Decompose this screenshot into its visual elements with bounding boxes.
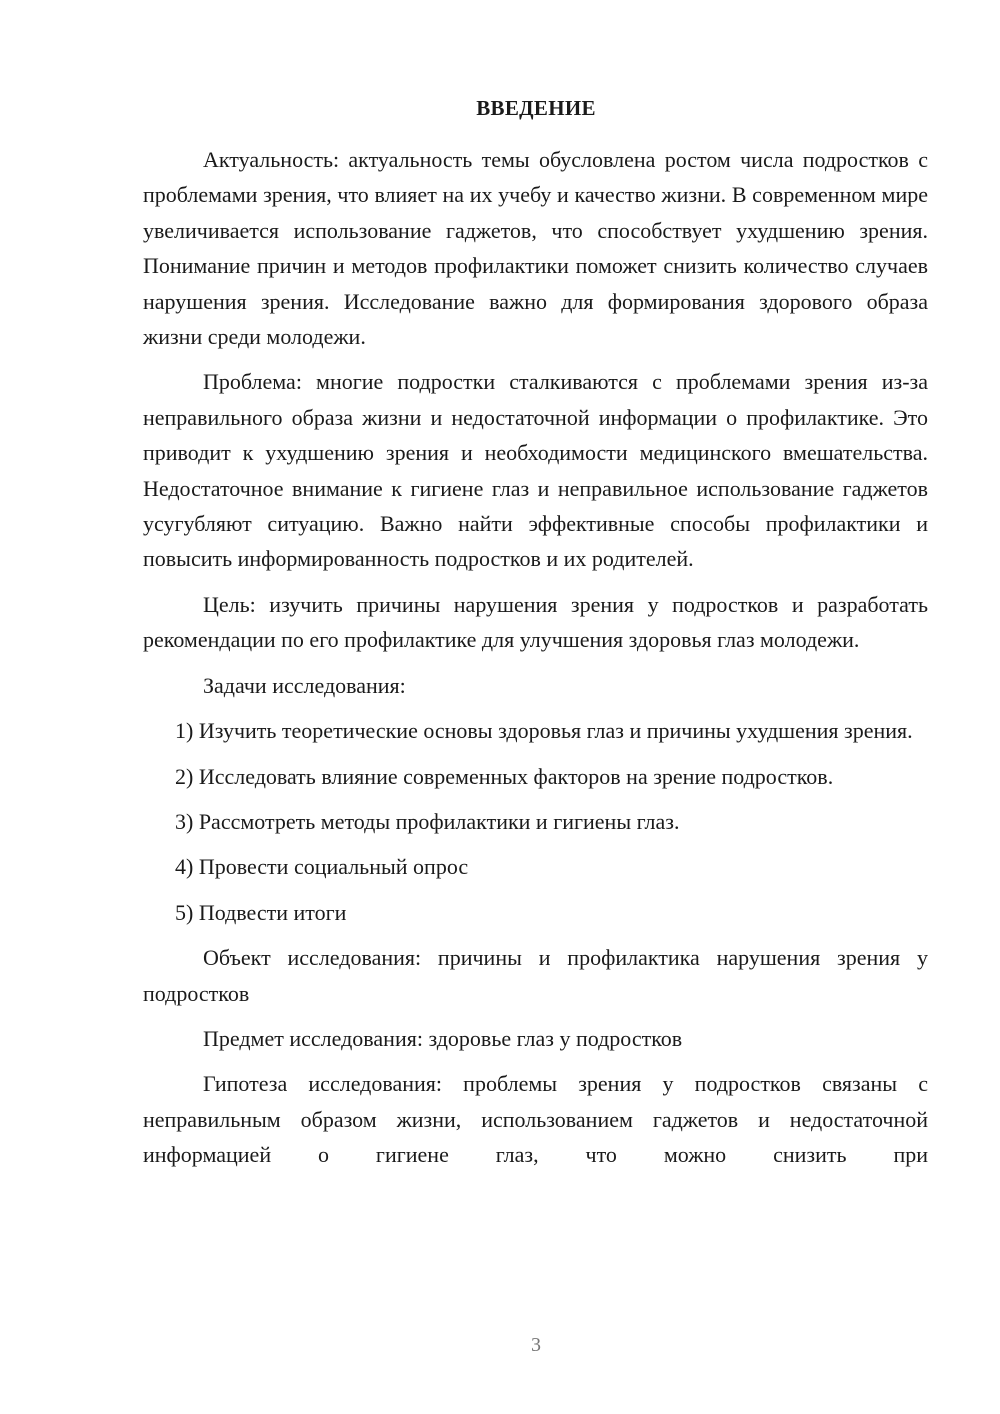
paragraph-subject: Предмет исследования: здоровье глаз у подростков bbox=[203, 1025, 683, 1051]
paragraph-object: Объект исследования: причины и профилактика нарушения зрения у подростков bbox=[143, 945, 928, 1006]
page-title: ВВЕДЕНИЕ bbox=[476, 96, 596, 120]
task-item-5: 5) Подвести итоги bbox=[175, 899, 347, 925]
task-item-3: 3) Рассмотреть методы профилактики и гигиены глаз. bbox=[175, 808, 680, 834]
paragraph-tasks-heading: Задачи исследования: bbox=[203, 672, 406, 698]
page-number: 3 bbox=[531, 1334, 541, 1356]
document-body bbox=[143, 142, 928, 1173]
paragraph-goal: Цель: изучить причины нарушения зрения у подростков и разработать рекомендации по его профилактике для улучшения здоровья глаз молодежи. bbox=[143, 591, 928, 653]
task-item-1: 1) Изучить теоретические основы здоровья глаз и причины ухудшения зрения. bbox=[175, 718, 913, 744]
task-item-2: 2) Исследовать влияние современных факторов на зрение подростков. bbox=[175, 763, 834, 789]
paragraph-problem: Проблема: многие подростки сталкиваются с проблемами зрения из-за неправильного образа жизни и недостаточной информации о профилактике. Это приводит к ухудшению зрения и необходимости медицинского вмешательства. Недостаточное внимание к гигиене глаз и неправильное использование гаджетов усугубляют ситуацию. Важно найти эффективные способы профилактики и повысить информированность подростков и их родителей. bbox=[143, 369, 928, 572]
paragraph-hypothesis: Гипотеза исследования: проблемы зрения у подростков связаны с неправильным образом жизни, использованием гаджетов и недостаточной информацией о гигиене глаз, что можно снизить при bbox=[143, 1071, 928, 1168]
task-item-4: 4) Провести социальный опрос bbox=[175, 854, 469, 880]
paragraph-relevance: Актуальность: актуальность темы обусловлена ростом числа подростков с проблемами зрения, что влияет на их учебу и качество жизни. В современном мире увеличивается использование гаджетов, что способствует ухудшению зрения. Понимание причин и методов профилактики поможет снизить количество случаев нарушения зрения. Исследование важно для формирования здорового образа жизни среди молодежи. bbox=[143, 147, 928, 350]
